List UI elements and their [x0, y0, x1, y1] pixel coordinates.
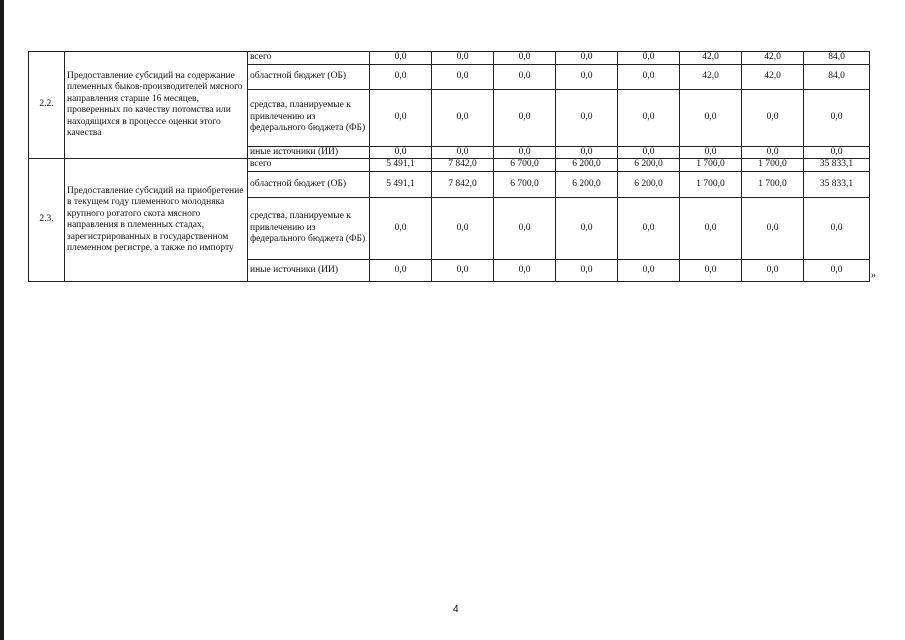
- value-cell: 0,0: [432, 198, 494, 260]
- value-cell: 6 700,0: [494, 159, 556, 172]
- funding-source: иные источники (ИИ): [248, 260, 370, 282]
- funding-source: иные источники (ИИ): [248, 146, 370, 159]
- value-cell: 0,0: [680, 146, 742, 159]
- value-cell: 0,0: [742, 198, 804, 260]
- value-cell: 0,0: [494, 64, 556, 89]
- value-cell: 0,0: [742, 260, 804, 282]
- closing-quote: »: [871, 270, 876, 281]
- value-cell: 7 842,0: [432, 172, 494, 198]
- table-row: [29, 159, 870, 172]
- value-cell: 42,0: [742, 64, 804, 89]
- value-cell: 1 700,0: [680, 172, 742, 198]
- funding-source: средства, планируемые к привлечению из федерального бюджета (ФБ): [248, 198, 370, 260]
- value-cell: 0,0: [618, 146, 680, 159]
- value-cell: 0,0: [804, 198, 870, 260]
- value-cell: 0,0: [370, 146, 432, 159]
- value-cell: 0,0: [432, 260, 494, 282]
- scan-edge: [0, 0, 4, 640]
- funding-source: всего: [248, 159, 370, 172]
- value-cell: 0,0: [432, 64, 494, 89]
- value-cell: 0,0: [432, 52, 494, 65]
- value-cell: 0,0: [556, 52, 618, 65]
- value-cell: 0,0: [742, 89, 804, 146]
- value-cell: 5 491,1: [370, 159, 432, 172]
- value-cell: 6 200,0: [618, 159, 680, 172]
- budget-table: [28, 51, 870, 282]
- value-cell: 0,0: [370, 89, 432, 146]
- value-cell: 0,0: [432, 89, 494, 146]
- value-cell: 0,0: [494, 89, 556, 146]
- funding-source: всего: [248, 52, 370, 65]
- value-cell: 0,0: [556, 89, 618, 146]
- value-cell: 1 700,0: [680, 159, 742, 172]
- value-cell: 0,0: [680, 260, 742, 282]
- value-cell: 0,0: [618, 52, 680, 65]
- value-cell: 1 700,0: [742, 172, 804, 198]
- funding-source: областной бюджет (ОБ): [248, 64, 370, 89]
- value-cell: 35 833,1: [804, 159, 870, 172]
- value-cell: 0,0: [432, 146, 494, 159]
- value-cell: 7 842,0: [432, 159, 494, 172]
- value-cell: 0,0: [370, 260, 432, 282]
- value-cell: 0,0: [494, 198, 556, 260]
- table-body: [29, 52, 870, 282]
- value-cell: 0,0: [804, 260, 870, 282]
- row-number: 2.3.: [29, 159, 65, 282]
- value-cell: 0,0: [804, 146, 870, 159]
- value-cell: 5 491,1: [370, 172, 432, 198]
- value-cell: 6 200,0: [556, 159, 618, 172]
- value-cell: 0,0: [556, 146, 618, 159]
- value-cell: 0,0: [618, 198, 680, 260]
- value-cell: 0,0: [556, 198, 618, 260]
- value-cell: 6 700,0: [494, 172, 556, 198]
- row-description: Предоставление субсидий на приобретение в текущем году племенного молодняка крупного рогатого скота мясного направления в племенных стадах, зарегистрированных в государственном племенном регистре, а также по импорту: [65, 159, 248, 282]
- value-cell: 42,0: [680, 52, 742, 65]
- value-cell: 0,0: [370, 64, 432, 89]
- value-cell: 0,0: [742, 146, 804, 159]
- value-cell: 6 200,0: [556, 172, 618, 198]
- row-number: 2.2.: [29, 52, 65, 159]
- value-cell: 0,0: [494, 146, 556, 159]
- value-cell: 42,0: [680, 64, 742, 89]
- value-cell: 6 200,0: [618, 172, 680, 198]
- page-number: 4: [453, 604, 459, 615]
- value-cell: 0,0: [618, 64, 680, 89]
- value-cell: 0,0: [618, 260, 680, 282]
- value-cell: 0,0: [494, 52, 556, 65]
- value-cell: 0,0: [494, 260, 556, 282]
- value-cell: 84,0: [804, 52, 870, 65]
- value-cell: 0,0: [618, 89, 680, 146]
- value-cell: 0,0: [370, 198, 432, 260]
- funding-source: средства, планируемые к привлечению из федерального бюджета (ФБ): [248, 89, 370, 146]
- row-description: Предоставление субсидий на содержание племенных быков-производителей мясного направления старше 16 месяцев, проверенных по качеству потомства или находящихся в процессе оценки этого качества: [65, 52, 248, 159]
- value-cell: 42,0: [742, 52, 804, 65]
- value-cell: 0,0: [370, 52, 432, 65]
- value-cell: 0,0: [556, 64, 618, 89]
- value-cell: 1 700,0: [742, 159, 804, 172]
- value-cell: 0,0: [804, 89, 870, 146]
- value-cell: 35 833,1: [804, 172, 870, 198]
- value-cell: 84,0: [804, 64, 870, 89]
- value-cell: 0,0: [556, 260, 618, 282]
- value-cell: 0,0: [680, 198, 742, 260]
- funding-source: областной бюджет (ОБ): [248, 172, 370, 198]
- table-row: [29, 52, 870, 65]
- value-cell: 0,0: [680, 89, 742, 146]
